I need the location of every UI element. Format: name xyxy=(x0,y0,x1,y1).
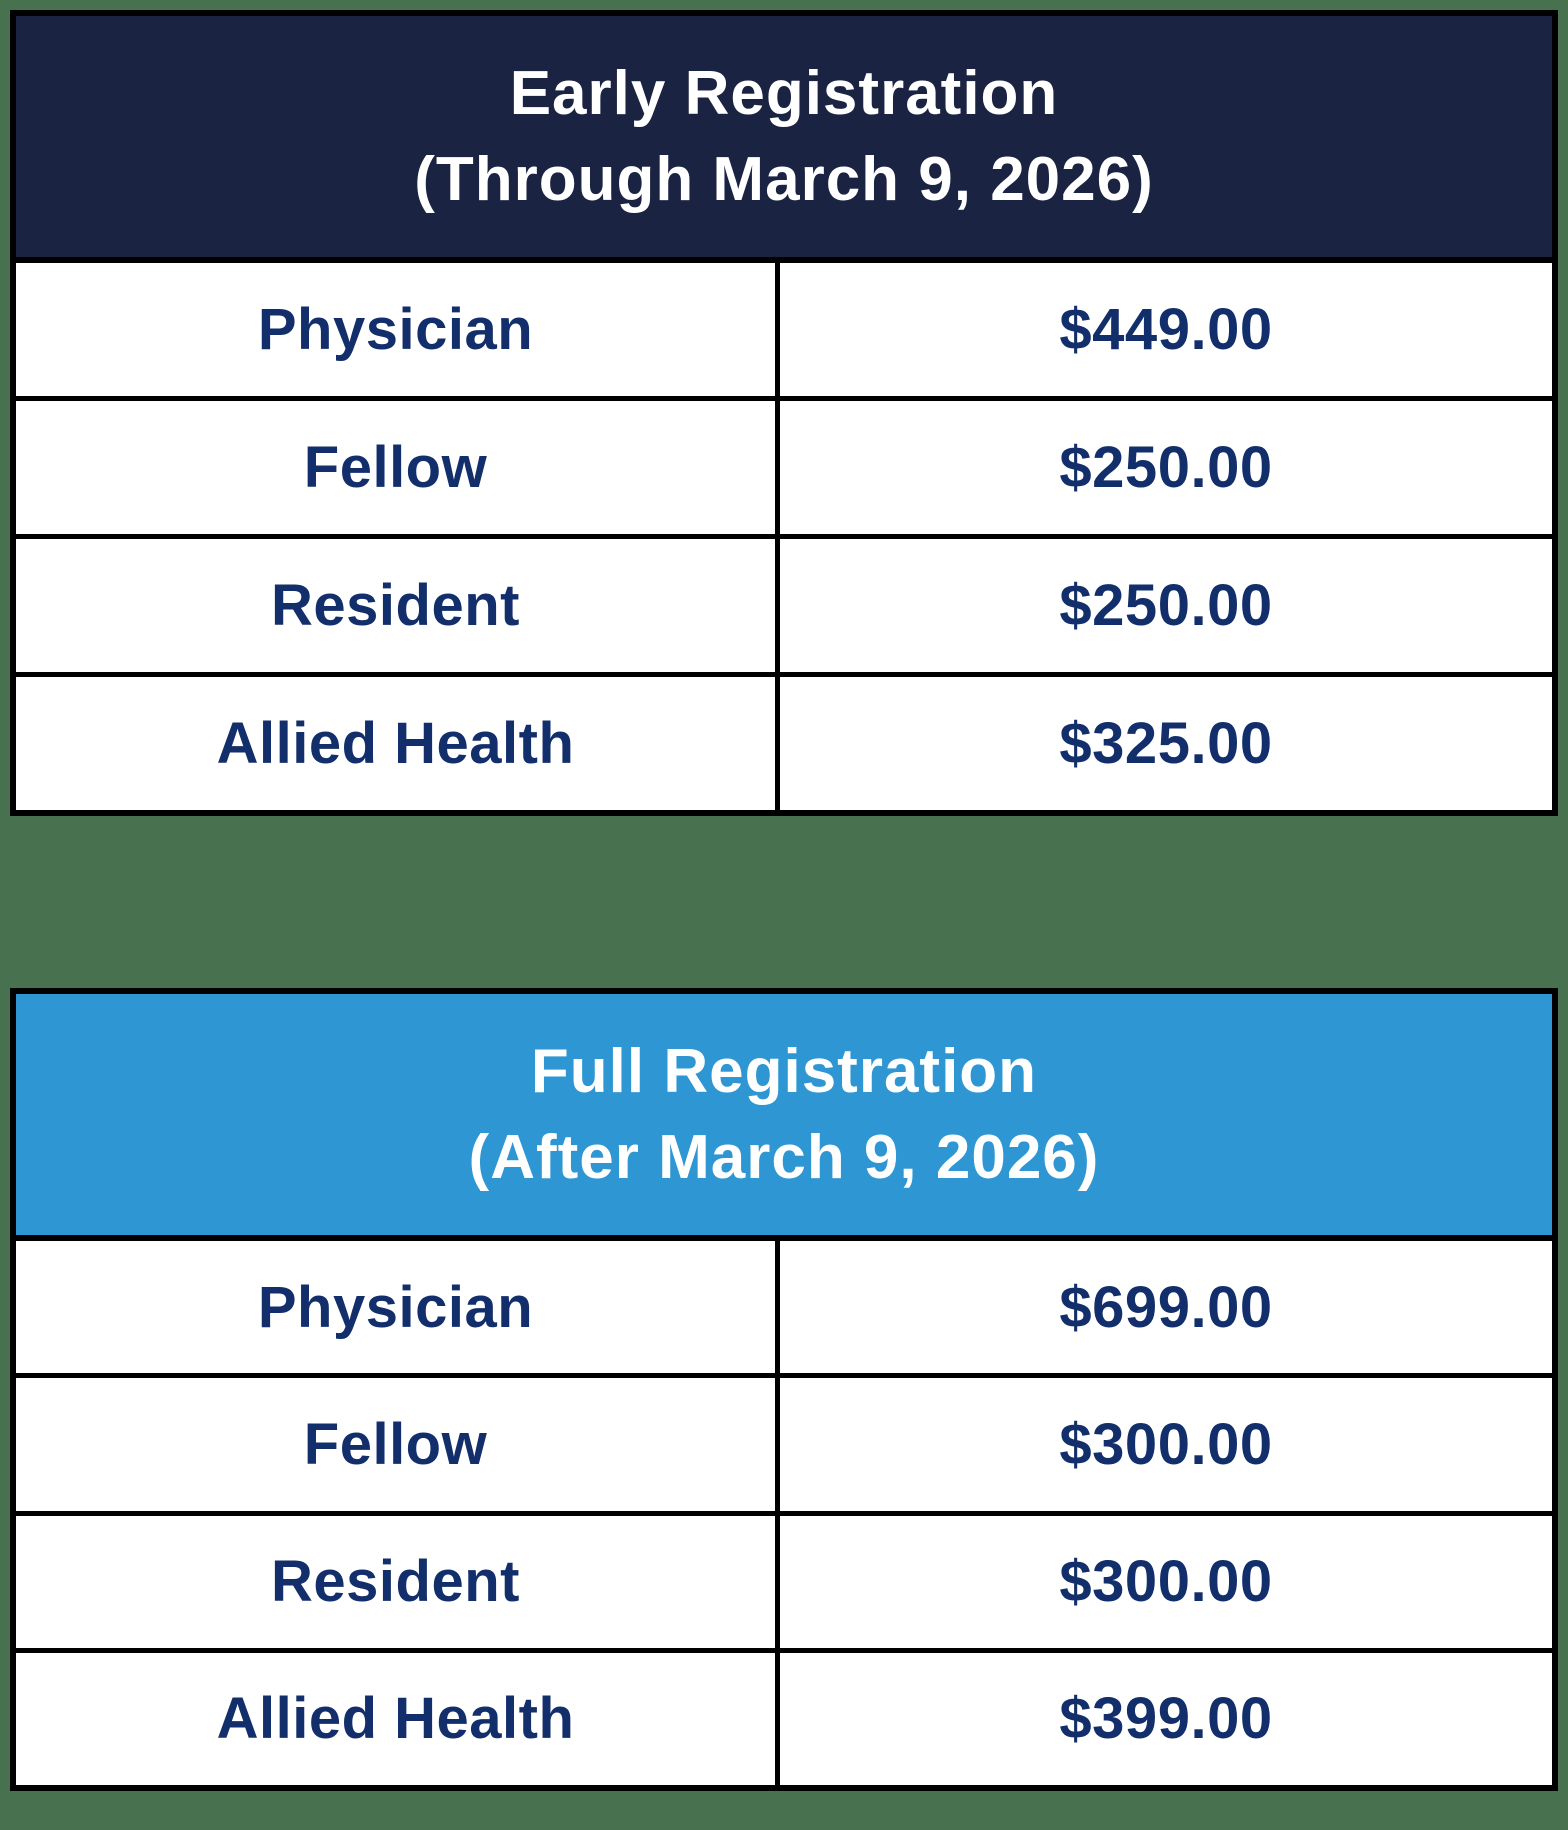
early-registration-subtitle: (Through March 9, 2026) xyxy=(414,144,1154,214)
full-registration-subtitle: (After March 9, 2026) xyxy=(468,1122,1100,1192)
early-registration-header xyxy=(16,16,1552,263)
table-row-fellow xyxy=(16,1373,1552,1510)
table-row-physician xyxy=(16,1241,1552,1373)
full-registration-table xyxy=(10,988,1558,1791)
row-price: $325.00 xyxy=(1059,711,1273,776)
table-row-allied-health xyxy=(16,672,1552,810)
row-label: Fellow xyxy=(16,401,780,534)
row-label: Physician xyxy=(16,1241,780,1373)
table-spacer xyxy=(10,816,1558,988)
row-label: Physician xyxy=(16,263,780,396)
full-registration-title: Full Registration xyxy=(530,1036,1038,1106)
early-registration-title: Early Registration xyxy=(509,58,1059,128)
full-registration-header xyxy=(16,994,1552,1241)
row-price: $699.00 xyxy=(1059,1274,1273,1340)
table-row-resident xyxy=(16,1511,1552,1648)
row-label: Resident xyxy=(16,539,780,672)
row-price: $449.00 xyxy=(1059,297,1273,362)
table-row-allied-health xyxy=(16,1648,1552,1785)
row-label: Resident xyxy=(16,1516,780,1648)
row-price: $250.00 xyxy=(1059,435,1273,500)
table-row-physician xyxy=(16,263,1552,396)
row-label: Allied Health xyxy=(16,677,780,810)
early-registration-table xyxy=(10,10,1558,816)
row-price: $399.00 xyxy=(1059,1686,1273,1752)
table-row-resident xyxy=(16,534,1552,672)
row-price: $250.00 xyxy=(1059,573,1273,638)
row-label: Allied Health xyxy=(16,1653,780,1785)
row-label: Fellow xyxy=(16,1378,780,1510)
table-row-fellow xyxy=(16,396,1552,534)
row-price: $300.00 xyxy=(1059,1549,1273,1615)
row-price: $300.00 xyxy=(1059,1411,1273,1477)
